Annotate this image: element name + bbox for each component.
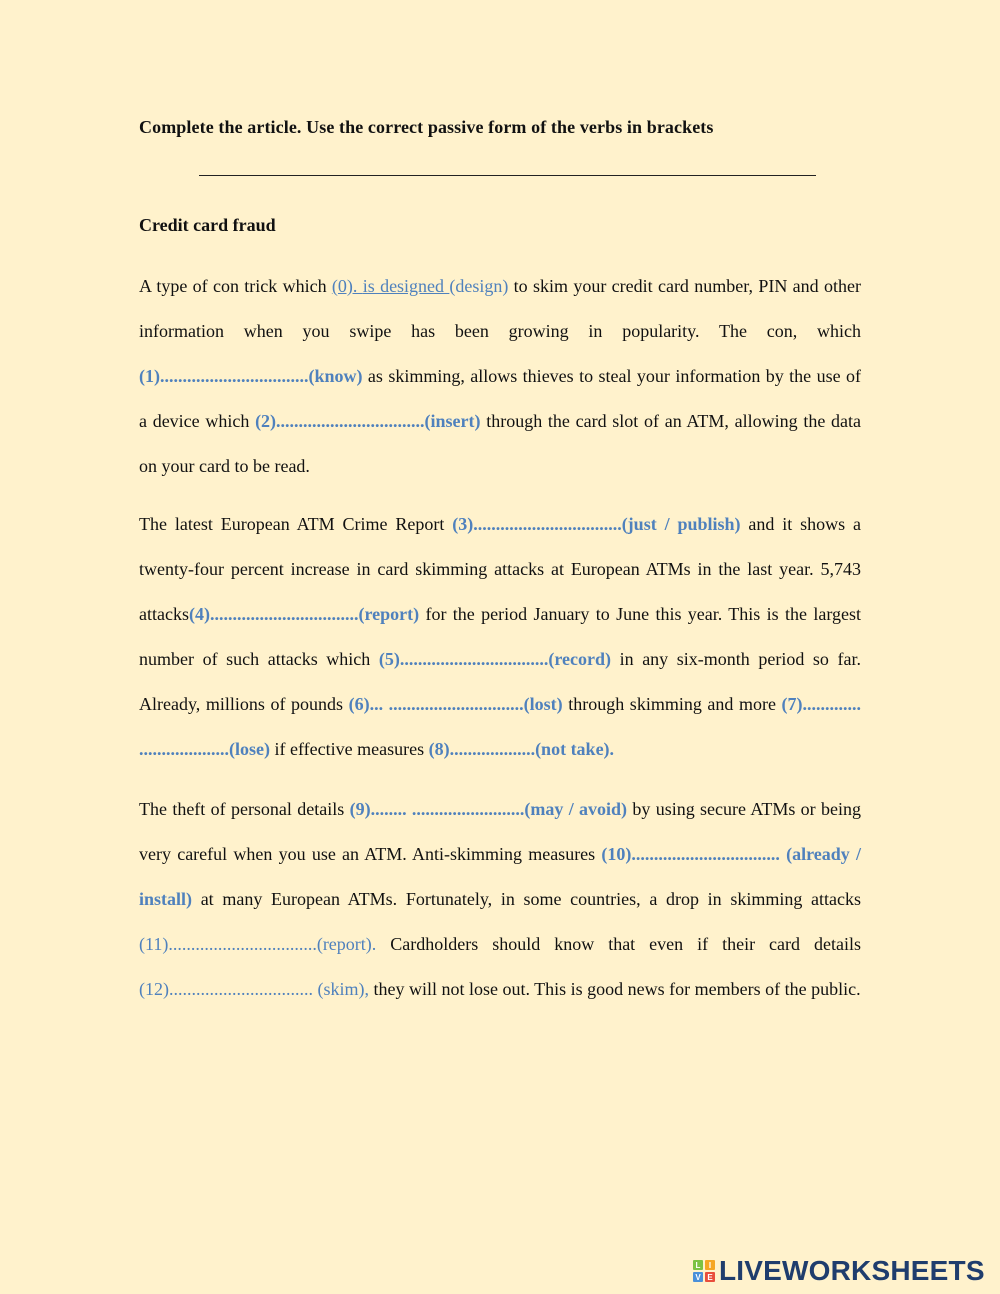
answer-gap[interactable]: (6)... ..............................(lost) (348, 694, 563, 714)
paragraph-text: in any six-month period so far. Already, millions of pounds (139, 649, 862, 714)
answer-gap[interactable]: (12)................................ (skim), (139, 979, 369, 999)
paragraph-2 (139, 502, 861, 772)
answer-gap[interactable]: (11).................................(report). (139, 934, 377, 954)
paragraph-text: and it shows a twenty-four percent increase in card skimming attacks at European ATMs in the last year. 5,743 attacks (139, 514, 861, 624)
answer-gap[interactable]: (3).................................(just / publish) (452, 514, 741, 534)
paragraph-text: for the period January to June this year. This is the largest number of such attacks which (139, 604, 861, 669)
answer-gap[interactable]: (5).................................(record) (378, 649, 612, 669)
paragraph-text: as skimming, allows thieves to steal your information by the use of a device which (139, 366, 861, 431)
answer-gap[interactable]: (10)................................. (already / install) (139, 844, 861, 909)
instruction-text: Complete the article. Use the correct passive form of the verbs in brackets (139, 117, 714, 137)
paragraph-text: at many European ATMs. Fortunately, in some countries, a drop in skimming attacks (192, 889, 861, 909)
answer-gap[interactable]: (2).................................(insert) (255, 411, 481, 431)
paragraph-3 (139, 787, 861, 1012)
answer-gap[interactable]: (7)............. ....................(lose) (139, 694, 862, 759)
example-answer-text: is designed (362, 276, 450, 296)
paragraph-text: they will not lose out. This is good news for members of the public. (368, 979, 861, 999)
logo-mark-icon: L I V E (693, 1260, 715, 1282)
paragraph-text: to skim your credit card number, PIN and other information when you swipe has been growing in popularity. The con, which (139, 276, 861, 341)
divider-line (199, 175, 816, 176)
paragraph-text: through the card slot of an ATM, allowing the data on your card to be read. (139, 411, 861, 476)
paragraph-text: The theft of personal details (139, 799, 350, 819)
paragraph-text: A type of con trick which (139, 276, 332, 296)
example-answer (332, 276, 508, 296)
liveworksheets-logo (693, 1255, 985, 1287)
paragraph-text: Cardholders should know that even if their card details (376, 934, 861, 954)
paragraph-1 (139, 264, 861, 489)
example-number: (0). (331, 276, 363, 296)
answer-gap[interactable]: (4).................................(report) (188, 604, 420, 624)
article-title: Credit card fraud (139, 215, 276, 235)
example-verb: (design) (449, 276, 509, 296)
answer-gap[interactable]: (9)........ .........................(may / avoid) (349, 799, 628, 819)
answer-gap[interactable]: (8)...................(not take). (428, 739, 615, 759)
answer-gap[interactable]: (1).................................(know) (139, 366, 363, 386)
paragraph-text: by using secure ATMs or being very careful when you use an ATM. Anti-skimming measures (139, 799, 861, 864)
logo-text: LIVEWORKSHEETS (719, 1255, 985, 1286)
paragraph-text: The latest European ATM Crime Report (139, 514, 453, 534)
paragraph-text: if effective measures (269, 739, 429, 759)
paragraph-text: through skimming and more (562, 694, 782, 714)
